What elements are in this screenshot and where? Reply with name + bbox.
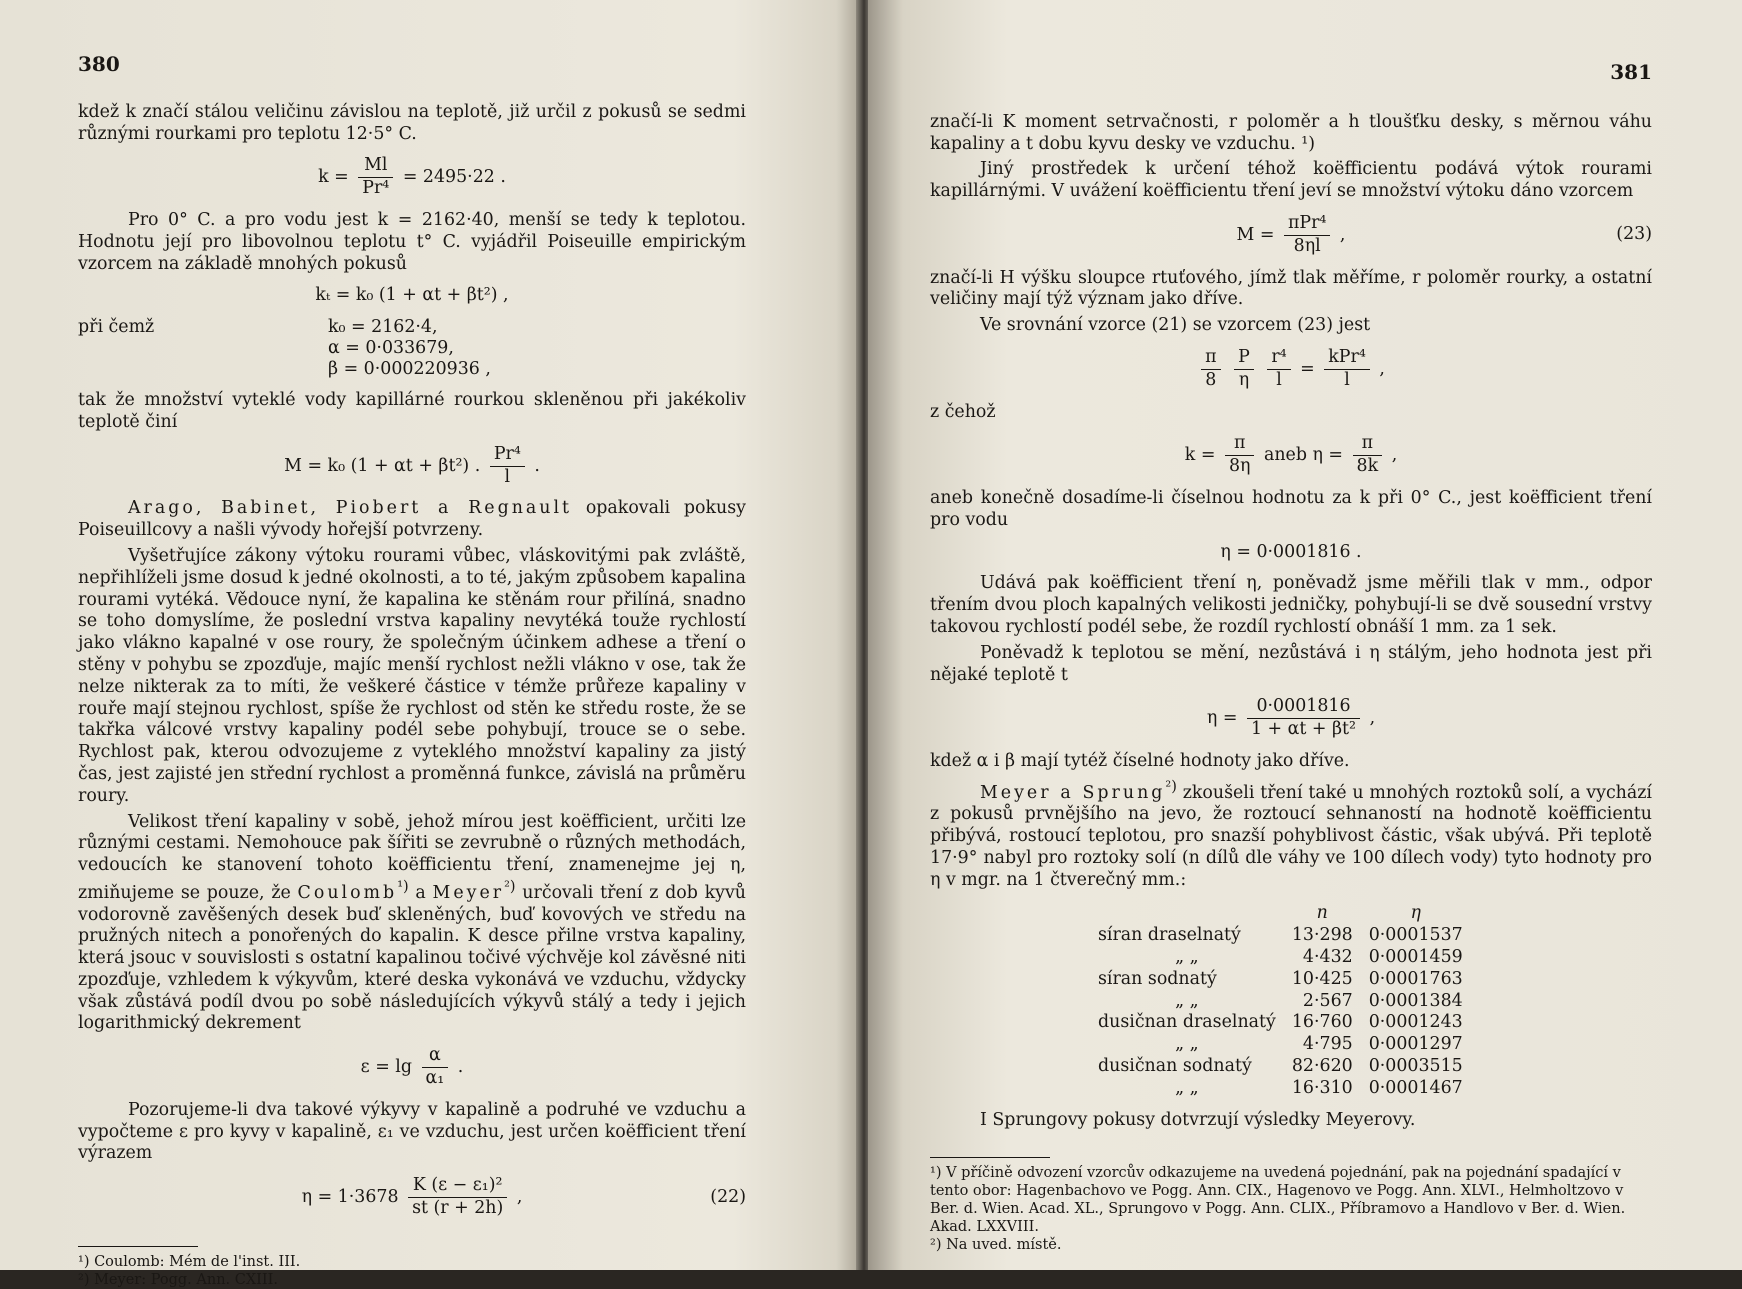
equation-lhs: k =: [1184, 445, 1216, 466]
cell-eta: 0·0001297: [1368, 1034, 1463, 1055]
paragraph: [78, 812, 746, 1036]
equation-text: kₜ = k₀ (1 + αt + βt²) ,: [315, 285, 509, 306]
cell-name: „ „: [1175, 1034, 1199, 1055]
numerator: π: [1225, 433, 1254, 456]
cell-eta: 0·0001243: [1368, 1012, 1463, 1033]
paragraph: Pro 0° C. a pro vodu jest k = 2162·40, menší se tedy k teplotou. Hodnotu její pro libovolnou teplotu t° C. vyjádřil Poiseuille empirickým vzorcem na základě mnohých pokusů: [78, 209, 746, 274]
cell-n: 82·620: [1291, 1056, 1353, 1077]
salt-viscosity-table: [1090, 902, 1471, 1100]
fraction: [422, 1045, 449, 1090]
denominator: 8η: [1228, 456, 1251, 477]
cell-n: 4·795: [1302, 1034, 1353, 1055]
equation-end: ,: [1369, 708, 1376, 729]
footnote-1: ¹) Coulomb: Mém de l'inst. III.: [78, 1253, 301, 1270]
equation-k: [78, 155, 746, 200]
equals-sign: =: [1300, 358, 1315, 379]
table-row: [1090, 947, 1471, 969]
equation-number: (22): [710, 1186, 746, 1207]
equation-lhs: ε = lg: [360, 1057, 413, 1078]
numerator: P: [1234, 347, 1254, 370]
paragraph: tak že množství vyteklé vody kapillárné rourkou skleněnou při jakékoliv teplotě činí: [78, 390, 746, 432]
author-meyer: Meyer: [432, 882, 505, 903]
constants-block: [78, 317, 746, 380]
cell-eta: 0·0001459: [1368, 947, 1463, 968]
equation-kt: [78, 285, 746, 307]
paragraph: Udává pak koëfficient tření η, poněvadž jsme měřili tlak v mm., odpor třením dvou ploch kapalných velikosti jedničky, pohybují-li se dvě sousední vrstvy takovou rychlostí podél sebe, že rozdíl rychlostí obnáší 1 mm. za 1 sek.: [930, 573, 1652, 637]
equation-epsilon: [78, 1045, 746, 1090]
denominator: l: [504, 466, 511, 487]
table-row: [1090, 1056, 1471, 1078]
equation-comparison: [930, 347, 1652, 392]
cell-name: síran sodnatý: [1098, 968, 1217, 989]
equation-k-eta: [930, 433, 1652, 478]
author-coulomb: Coulomb: [297, 882, 398, 903]
footnote-ref: ¹): [397, 878, 409, 895]
footnote-2: ²) Na uved. místě.: [930, 1237, 1062, 1254]
fraction: [1225, 433, 1254, 478]
page-left: [0, 0, 862, 1288]
footnote-ref: ²): [1165, 778, 1177, 795]
equation-lhs: η = 1·3678: [301, 1187, 399, 1208]
numerator: kPr⁴: [1324, 347, 1370, 370]
numerator: Ml: [358, 155, 393, 178]
paragraph-text: určovali tření z dob kyvů vodorovně zavěšených desek buď skleněných, buď kovových ve středu na pružných nitech a ponořených do kapalin. K desce přilne vrstva kapaliny, která jsouc v souvislosti s ostatní kapalinou točivé výchvěje kol závěsné niti zpozďuje, vzhledem k výkyvům, které deska vykonává ve vzduchu, vždycky však zůstává podíl dvou po sobě následujících výkyvů stálý a tedy i jejich logarithmický dekrement: [78, 882, 746, 1034]
fraction: [1247, 696, 1360, 741]
cell-name: dusičnan draselnatý: [1098, 1012, 1276, 1033]
equation-end: .: [457, 1057, 464, 1078]
paragraph-text: a: [408, 882, 433, 903]
equation-end: ,: [1391, 445, 1398, 466]
equation-lhs: M =: [1236, 224, 1275, 245]
equation-lhs: η =: [1206, 708, 1238, 729]
equation-23: [930, 213, 1652, 258]
denominator: 8k: [1356, 456, 1379, 477]
cell-name: „ „: [1175, 947, 1199, 968]
denominator: 1 + αt + βt²: [1250, 719, 1357, 740]
equation-eta-t: [930, 696, 1652, 741]
paragraph-text: opakovali pokusy Poiseuillcovy a našli vývody hořejší potvrzeny.: [78, 498, 746, 541]
fraction: [358, 155, 393, 200]
equation-22: [78, 1175, 746, 1220]
equation-lhs: k =: [318, 167, 349, 188]
denominator: st (r + 2h): [412, 1198, 504, 1219]
fraction: [1267, 347, 1290, 392]
table-row: [1090, 1034, 1471, 1056]
header-name: [1090, 902, 1284, 926]
fraction: [1234, 347, 1254, 392]
page-right: [868, 0, 1742, 1270]
paragraph: Poněvadž k teplotou se mění, nezůstává i η stálým, jeho hodnota jest při nějaké teplotě t: [930, 642, 1652, 685]
numerator: π: [1201, 347, 1220, 370]
equation-end: ,: [516, 1187, 523, 1208]
header-eta: η: [1410, 902, 1421, 923]
numerator: K (ε − ε₁)²: [408, 1175, 507, 1198]
footnote-ref: ²): [504, 878, 516, 895]
table-row: [1090, 1078, 1471, 1100]
table-row: [1090, 925, 1471, 947]
footnote-rule: [78, 1246, 198, 1247]
table-row: [1090, 1012, 1471, 1034]
cell-name: „ „: [1175, 990, 1199, 1011]
cell-name: „ „: [1175, 1077, 1199, 1098]
paragraph: z čehož: [930, 401, 996, 422]
footnote-2: ²) Meyer: Pogg. Ann. CXIII.: [78, 1271, 278, 1288]
numerator: π: [1353, 433, 1383, 456]
paragraph: Vyšetřujíce zákony výtoku rourami vůbec, vláskovitými pak zvláště, nepřihlíželi jsme dosud k jedné okolnosti, a to té, jakým způsobem kapalina rourami vytéká. Vědouce nyní, že kapalina ke stěnám rour přilíná, snadno se toho domyslíme, že poslední vrstva kapaliny nevytéká touže rychlostí jako vlákno kapalné v ose roury, že společným účinkem adhese a tření o stěny v pohybu se zpozďuje, majíc menší rychlost nežli vlákno v ose, tak že nelze nikterak za to míti, že veškeré částice v témže průřeze kapaliny v rouře mají stejnou rychlost, spíše že rychlost od stěn ke středu roste, že se takřka válcové vrstvy kapaliny podél sebe pohybují, trouce se o sebe. Rychlost pak, kterou odvozujeme z vyteklého množství kapaliny za jistý čas, jest zajisté jen střední rychlost a proměnná funkce, závislá na průměru roury.: [78, 545, 746, 806]
page-number: 380: [78, 52, 120, 76]
cell-n: 16·760: [1291, 1012, 1353, 1033]
paragraph: [930, 777, 1652, 892]
paragraph: Jiný prostředek k určení téhož koëfficientu podává výtok rourami kapillárnými. V uvážení koëfficientu tření jeví se množství výtoku dáno vzorcem: [930, 159, 1652, 202]
numerator: Pr⁴: [490, 444, 525, 467]
denominator: l: [1276, 369, 1282, 390]
paragraph: Ve srovnání vzorce (21) se vzorcem (23) jest: [980, 315, 1371, 336]
denominator: 8ηl: [1293, 235, 1321, 256]
table-row: [1090, 969, 1471, 991]
equation-lhs: M = k₀ (1 + αt + βt²) .: [284, 455, 481, 476]
numerator: πPr⁴: [1284, 213, 1330, 236]
cell-eta: 0·0001467: [1368, 1077, 1463, 1098]
denominator: 8: [1205, 369, 1217, 390]
cell-eta: 0·0001384: [1368, 990, 1463, 1011]
numerator: 0·0001816: [1247, 696, 1360, 719]
numerator: α: [422, 1045, 449, 1068]
constant-alpha: α = 0·033679,: [328, 338, 454, 359]
page-number: 381: [1610, 60, 1652, 84]
equation-eta: [930, 542, 1652, 564]
paragraph: kdež k značí stálou veličinu závislou na teplotě, již určil z pokusů se sedmi různými rourkami pro teplotu 12·5° C.: [78, 101, 746, 144]
author-names: Arago, Babinet, Piobert a Regnault: [128, 498, 573, 519]
table-row: [1090, 991, 1471, 1013]
footnote-rule: [930, 1157, 1050, 1158]
equation-end: ,: [1339, 224, 1346, 245]
denominator: η: [1238, 369, 1250, 390]
denominator: Pr⁴: [362, 178, 390, 199]
author-names: Meyer a Sprung: [980, 782, 1166, 803]
equation-middle: aneb η =: [1263, 445, 1344, 466]
paragraph: aneb konečně dosadíme-li číselnou hodnotu za k při 0° C., jest koëfficient tření pro vodu: [930, 487, 1652, 530]
table-header-row: [1090, 902, 1471, 926]
fraction: [1324, 347, 1370, 392]
paragraph-text: zkoušeli tření také u mnohých roztoků solí, a vychází z pokusů prvnějšího na jevo, že roztoucí sehnaností na hodnotě koëfficientu přibývá, rostoucí teplotou, pro snazší pohyblivost částic, však ubývá. Při teplotě 17·9° nabyl pro roztoky solí (n dílů dle váhy ve 100 dílech vody) tyto hodnoty pro η v mgr. na 1 čtverečný mm.:: [930, 782, 1652, 890]
paragraph: značí-li K moment setrvačnosti, r poloměr a h tloušťku desky, s měrnou váhu kapaliny a t dobu kyvu desky ve vzduchu. ¹): [930, 111, 1652, 154]
paragraph: kdež α i β mají tytéž číselné hodnoty jako dříve.: [930, 750, 1350, 771]
equation-number: (23): [1616, 224, 1652, 245]
constants-values: [328, 317, 491, 380]
cell-n: 4·432: [1302, 947, 1353, 968]
fraction: [1201, 347, 1220, 392]
paragraph: [78, 498, 746, 542]
paragraph-text: Velikost tření kapaliny v sobě, jehož mírou jest koëfficient, určiti lze různými cestami. Nemohouce pak šířiti se zevrubně o různých methodách, vedoucích ke stanovení tohoto koëfficientu tření, znamenejme jej η, zmiňujeme se pouze, že: [78, 811, 746, 903]
denominator: α₁: [425, 1068, 445, 1089]
fraction: [1284, 213, 1330, 258]
paragraph: Pozorujeme-li dva takové výkyvy v kapalině a podruhé ve vzduchu a vypočteme ε pro kyvy v kapalině, ε₁ ve vzduchu, jest určen koëfficient tření výrazem: [78, 1099, 746, 1164]
cell-name: dusičnan sodnatý: [1098, 1056, 1252, 1077]
equation-text: η = 0·0001816 .: [1220, 541, 1362, 562]
cell-n: 13·298: [1291, 925, 1353, 946]
fraction: [1353, 433, 1383, 478]
constant-beta: β = 0·000220936 ,: [328, 359, 491, 380]
equation-end: ,: [1379, 358, 1385, 379]
cell-name: síran draselnatý: [1098, 925, 1241, 946]
numerator: r⁴: [1267, 347, 1290, 370]
paragraph: I Sprungovy pokusy dotvrzují výsledky Meyerovy.: [980, 1109, 1416, 1130]
cell-eta: 0·0001537: [1368, 925, 1463, 946]
equation-end: .: [534, 455, 540, 476]
fraction: [408, 1175, 507, 1220]
paragraph: značí-li H výšku sloupce rtuťového, jímž tlak měříme, r poloměr rourky, a ostatní veličiny mají týž význam jako dříve.: [930, 267, 1652, 310]
constants-label: při čemž: [78, 317, 155, 338]
fraction: [490, 444, 525, 489]
cell-eta: 0·0001763: [1368, 968, 1463, 989]
cell-n: 10·425: [1291, 968, 1353, 989]
constant-k0: k₀ = 2162·4,: [328, 317, 438, 338]
cell-eta: 0·0003515: [1368, 1056, 1463, 1077]
cell-n: 16·310: [1291, 1077, 1353, 1098]
denominator: l: [1344, 369, 1350, 390]
footnote-1: ¹) V příčině odvození vzorcův odkazujeme na uvedená pojednání, pak na pojednání spadající v tento obor: Hagenbachovo ve Pogg. Ann. CIX., Hagenovo ve Pogg. Ann. XLVI., Helmholtzovo v Ber. d. Wien. Acad. XL., Sprungovo v Pogg. Ann. CLIX., Příbramovo a Handlovo v Ber. d. Wien. Akad. LXXVIII.: [930, 1165, 1626, 1236]
header-n: n: [1316, 902, 1328, 923]
cell-n: 2·567: [1302, 990, 1353, 1011]
equation-m: [78, 444, 746, 489]
equation-rhs: = 2495·22 .: [402, 167, 506, 188]
